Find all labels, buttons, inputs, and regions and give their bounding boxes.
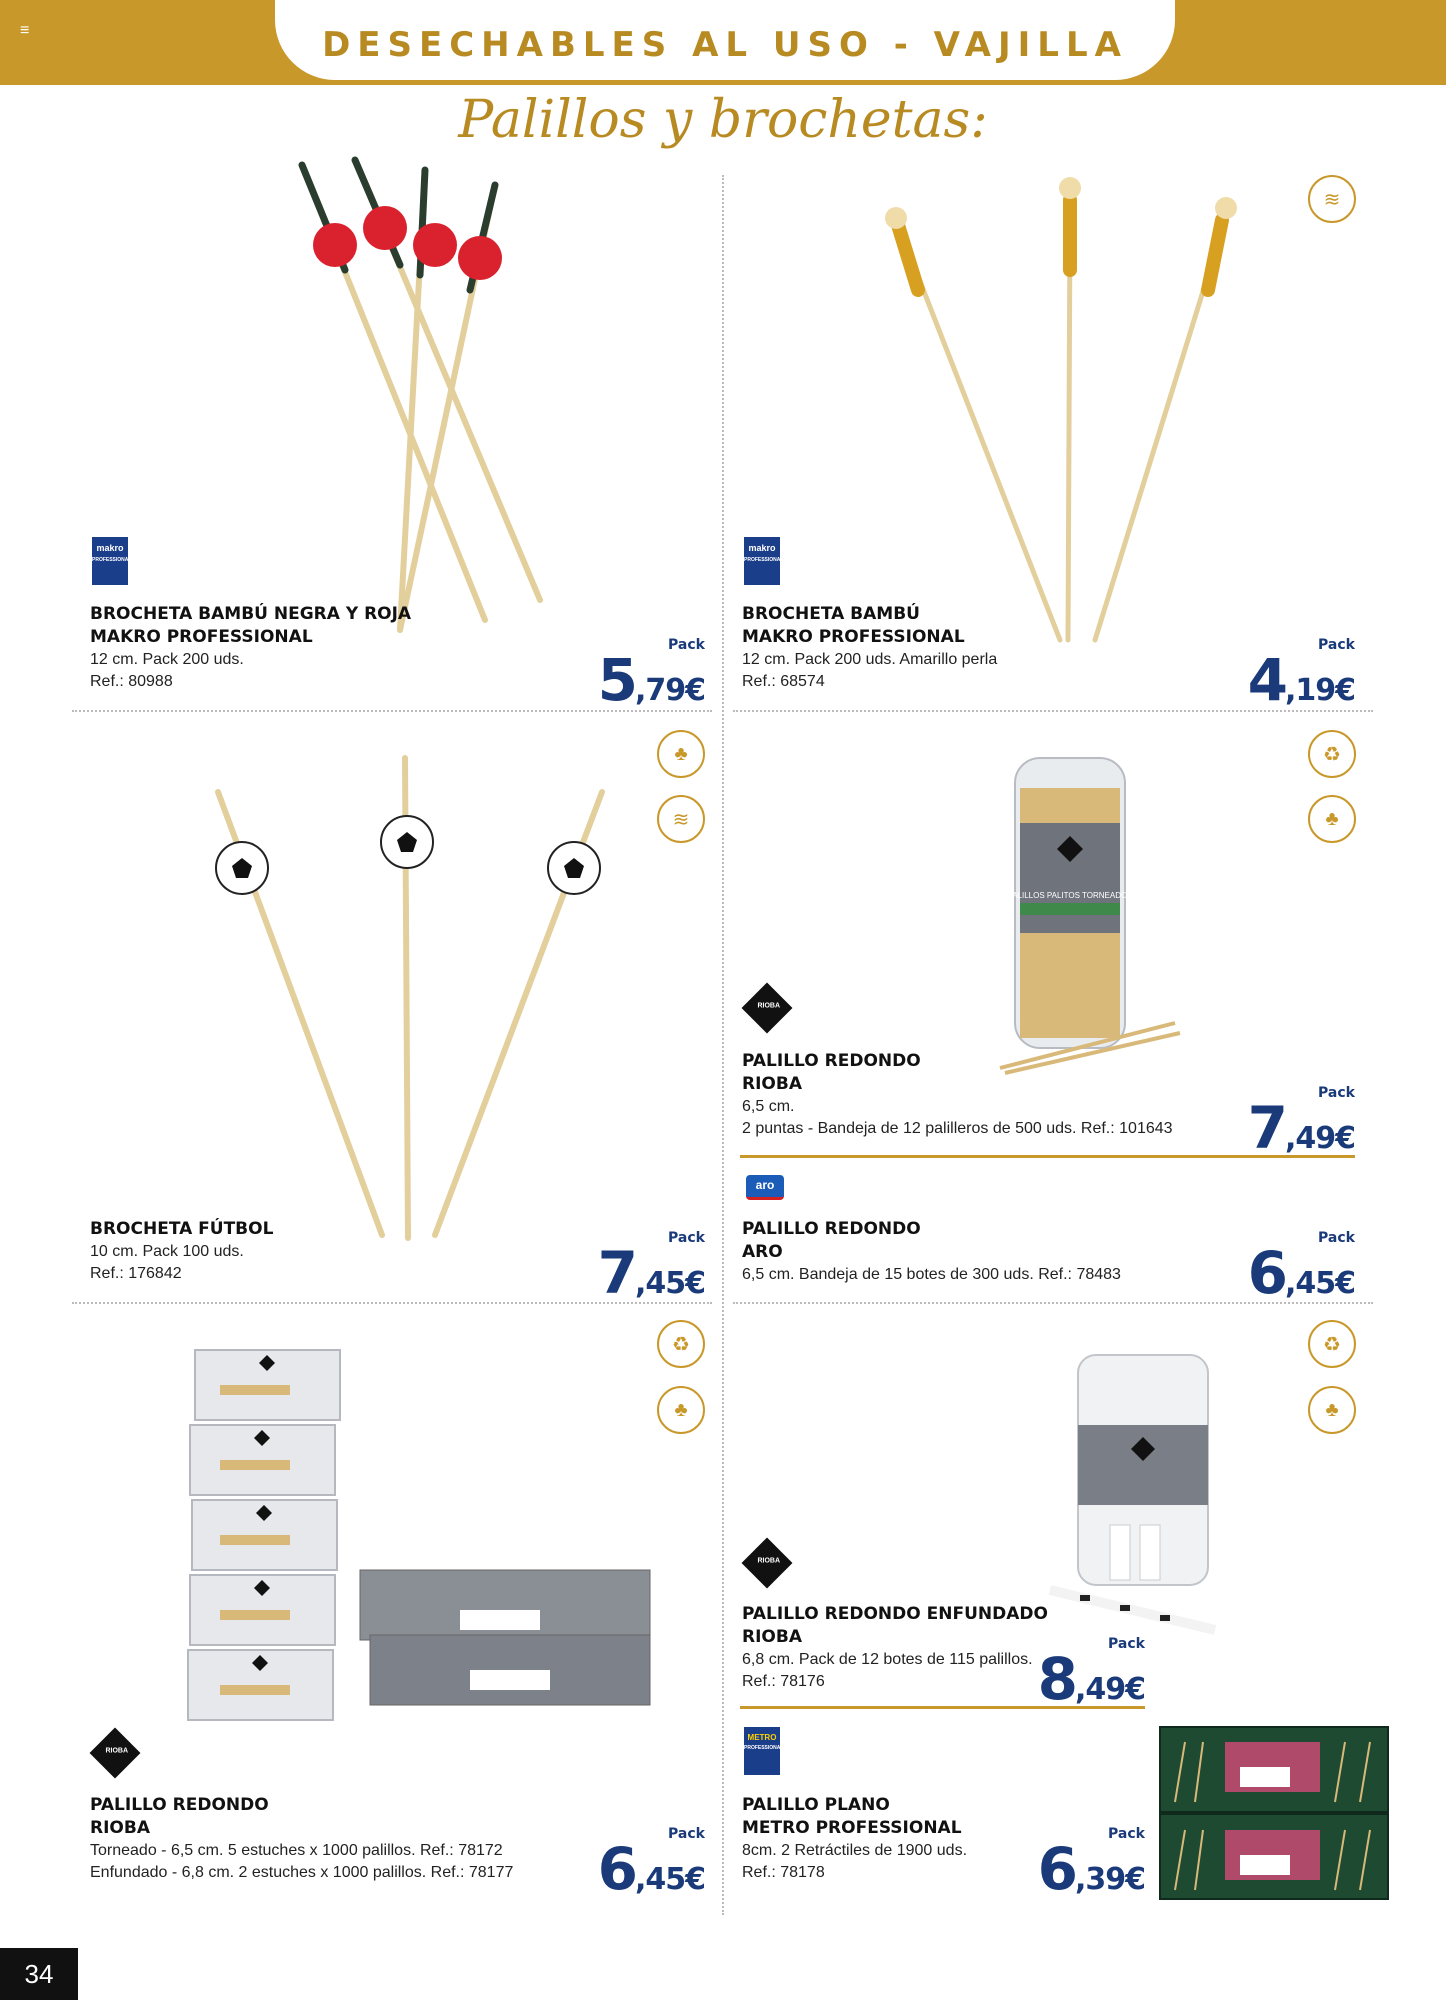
makro-logo: makro PROFESSIONAL (744, 537, 780, 585)
product-name: RIOBA (742, 1627, 802, 1647)
menu-icon[interactable]: ≡ (20, 22, 30, 39)
product-image-wrapped-toothpick-jar (1040, 1345, 1240, 1635)
page-title: DESECHABLES AL USO - VAJILLA (322, 25, 1128, 65)
recycle-icon: ♻ (657, 1320, 705, 1368)
rioba-logo: RIOBA (742, 983, 793, 1034)
product-card-brocheta-negra-roja (90, 603, 450, 693)
product-ref: 2 puntas - Bandeja de 12 palilleros de 500 uds. Ref.: 101643 (742, 1120, 1173, 1137)
tree-icon: ♣ (1308, 795, 1356, 843)
price-tag: Pack 7,49€ (1247, 1085, 1355, 1162)
product-name: METRO PROFESSIONAL (742, 1818, 962, 1838)
price-tag: Pack 7,45€ (597, 1230, 705, 1307)
product-name: BROCHETA BAMBÚ NEGRA Y ROJA (90, 604, 412, 624)
product-desc: 6,8 cm. Pack de 12 botes de 115 palillos. (742, 1651, 1033, 1668)
header-tab (275, 0, 1175, 80)
product-desc: Enfundado - 6,8 cm. 2 estuches x 1000 palillos. Ref.: 78177 (90, 1864, 514, 1881)
product-card-palillo-redondo-rioba (742, 1050, 1212, 1140)
product-card-brocheta-bambu (742, 603, 1122, 693)
price-tag: Pack 4,19€ (1247, 637, 1355, 714)
price-tag: Pack 5,79€ (597, 637, 705, 714)
product-image-skewer-red (280, 150, 570, 650)
metro-logo: METRO PROFESSIONAL (744, 1727, 780, 1775)
section-subtitle: Palillos y brochetas: (458, 90, 988, 150)
product-name: RIOBA (90, 1818, 150, 1838)
recycle-icon: ♻ (1308, 730, 1356, 778)
column-divider (722, 175, 724, 1915)
product-name: RIOBA (742, 1074, 802, 1094)
product-desc: 6,5 cm. (742, 1098, 795, 1115)
product-ref: Ref.: 78176 (742, 1673, 825, 1690)
recycle-icon: ♻ (1308, 1320, 1356, 1368)
tree-icon: ♣ (657, 1386, 705, 1434)
product-card-palillo-redondo-estuches (90, 1794, 550, 1884)
rioba-logo: RIOBA (90, 1728, 141, 1779)
svg-text:PALILLOS PALITOS TORNEADOS: PALILLOS PALITOS TORNEADOS (1007, 891, 1133, 900)
dishwasher-icon: ≋ (657, 795, 705, 843)
price-tag: Pack 6,39€ (1037, 1826, 1145, 1903)
rioba-logo: RIOBA (742, 1538, 793, 1589)
product-name: PALILLO PLANO (742, 1795, 890, 1815)
product-name: MAKRO PROFESSIONAL (90, 627, 313, 647)
product-image-flat-toothpicks (1155, 1722, 1395, 1907)
product-name: PALILLO REDONDO (742, 1219, 921, 1239)
product-name: BROCHETA FÚTBOL (90, 1219, 274, 1239)
product-name: PALILLO REDONDO (742, 1051, 921, 1071)
product-card-palillo-redondo-aro (742, 1218, 1212, 1286)
price-tag: Pack 8,49€ (1037, 1636, 1145, 1713)
product-ref: Ref.: 78178 (742, 1864, 825, 1881)
product-name: BROCHETA BAMBÚ (742, 604, 920, 624)
product-desc: Torneado - 6,5 cm. 5 estuches x 1000 palillos. Ref.: 78172 (90, 1842, 503, 1859)
product-image-toothpick-boxes (180, 1345, 660, 1745)
product-name: PALILLO REDONDO (90, 1795, 269, 1815)
product-ref: Ref.: 176842 (90, 1265, 182, 1282)
product-desc: 8cm. 2 Retráctiles de 1900 uds. (742, 1842, 968, 1859)
product-name: ARO (742, 1242, 783, 1262)
tree-icon: ♣ (657, 730, 705, 778)
product-name: PALILLO REDONDO ENFUNDADO (742, 1604, 1048, 1624)
product-image-toothpick-jar (995, 748, 1195, 1078)
product-image-skewer-football (200, 750, 620, 1250)
page-number: 34 (0, 1948, 78, 2000)
product-card-palillo-plano (742, 1794, 1042, 1884)
product-ref: Ref.: 80988 (90, 673, 173, 690)
price-tag: Pack 6,45€ (1247, 1230, 1355, 1307)
product-ref: Ref.: 68574 (742, 673, 825, 690)
product-desc: 6,5 cm. Bandeja de 15 botes de 300 uds. Ref.: 78483 (742, 1266, 1121, 1283)
dishwasher-icon: ≋ (1308, 175, 1356, 223)
tree-icon: ♣ (1308, 1386, 1356, 1434)
product-desc: 10 cm. Pack 100 uds. (90, 1243, 244, 1260)
product-desc: 12 cm. Pack 200 uds. Amarillo perla (742, 651, 998, 668)
product-image-skewer-yellow (870, 170, 1240, 650)
product-card-brocheta-futbol (90, 1218, 450, 1285)
aro-logo: aro (746, 1175, 784, 1200)
makro-logo: makro PROFESSIONAL (92, 537, 128, 585)
product-name: MAKRO PROFESSIONAL (742, 627, 965, 647)
product-desc: 12 cm. Pack 200 uds. (90, 651, 244, 668)
price-tag: Pack 6,45€ (597, 1826, 705, 1903)
